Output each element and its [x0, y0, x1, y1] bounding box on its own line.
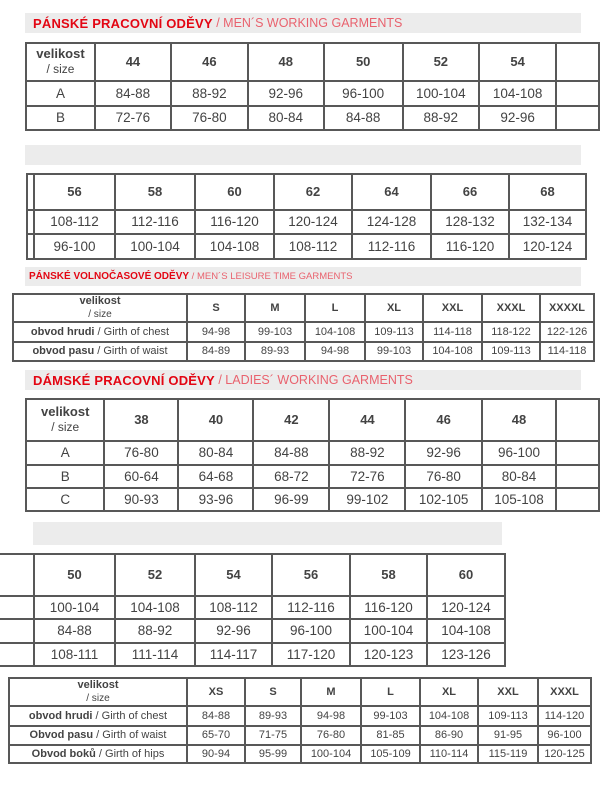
size-value-cell: 109-113	[482, 342, 540, 361]
row-label-cell: A	[26, 81, 95, 106]
size-value-cell: 84-89	[187, 342, 245, 361]
label-normal-text: / Girth of hips	[98, 747, 165, 760]
size-value-cell: 104-108	[115, 596, 195, 619]
size-value-cell: 80-84	[248, 106, 324, 130]
size-value-cell: 99-103	[365, 342, 423, 361]
size-value-cell: 120-125	[538, 745, 591, 763]
size-header-cell: 66	[431, 174, 509, 210]
size-value-cell: 89-93	[245, 342, 305, 361]
size-value-cell: 112-116	[352, 234, 431, 259]
size-value-cell: 100-104	[301, 745, 361, 763]
table-row	[26, 441, 599, 465]
table-row	[26, 81, 599, 106]
size-value-cell: 109-113	[365, 322, 423, 342]
size-header-cell: L	[361, 678, 420, 706]
section-title-en: / MEN´S LEISURE TIME GARMENTS	[189, 271, 353, 282]
size-value-cell: 110-114	[420, 745, 478, 763]
size-value-cell: 120-124	[274, 210, 352, 234]
size-value-cell: 108-111	[34, 643, 115, 666]
header-row	[26, 399, 599, 441]
size-value-cell: 84-88	[187, 706, 245, 726]
size-value-cell: 114-118	[540, 342, 594, 361]
size-value-cell: 105-109	[361, 745, 420, 763]
size-value-cell: 91-95	[478, 726, 538, 745]
size-value-cell: 76-80	[405, 465, 481, 488]
size-header-cell: 58	[350, 554, 427, 596]
size-value-cell: 96-100	[272, 619, 350, 643]
label-normal-text: / Girth of waist	[97, 345, 168, 358]
table-row	[0, 619, 505, 643]
size-value-cell: 120-124	[427, 596, 505, 619]
size-header-cell: S	[245, 678, 301, 706]
size-header-cell: 48	[248, 43, 324, 81]
size-header-cell: 52	[115, 554, 195, 596]
size-value-cell: 124-128	[352, 210, 431, 234]
size-value-cell: 117-120	[272, 643, 350, 666]
row-label-header-cell	[13, 294, 187, 322]
size-value-cell: 80-84	[178, 441, 253, 465]
size-value-cell: 96-100	[482, 441, 556, 465]
size-value-cell: 104-108	[423, 342, 482, 361]
table-mens-working-sizes-44-54	[25, 42, 600, 131]
row-label-cell: B	[26, 106, 95, 130]
row-label-cell	[9, 726, 187, 745]
table-mens-working-sizes-56-68	[26, 173, 587, 260]
size-value-cell: 104-108	[195, 234, 274, 259]
row-label-cell	[13, 322, 187, 342]
size-value-cell: 118-122	[482, 322, 540, 342]
size-value-cell: 99-103	[245, 322, 305, 342]
table-row	[27, 234, 586, 259]
size-value-cell	[556, 106, 599, 130]
size-value-cell: 88-92	[115, 619, 195, 643]
header-row	[0, 554, 505, 596]
row-label-cell: C	[26, 488, 104, 511]
size-header-cell: 44	[329, 399, 405, 441]
table-row	[0, 643, 505, 666]
size-header-cell: M	[245, 294, 305, 322]
section-header-mens-leisure	[25, 267, 581, 286]
size-value-cell: 93-96	[178, 488, 253, 511]
size-value-cell: 76-80	[171, 106, 248, 130]
size-value-cell: 102-105	[405, 488, 481, 511]
spacer-band	[25, 145, 581, 165]
size-value-cell: 116-120	[195, 210, 274, 234]
size-header-cell: 64	[352, 174, 431, 210]
size-value-cell: 88-92	[171, 81, 248, 106]
size-value-cell: 64-68	[178, 465, 253, 488]
size-value-cell: 114-118	[423, 322, 482, 342]
size-value-cell	[556, 81, 599, 106]
section-header-ladies-working	[25, 370, 581, 390]
label-bold-text: obvod pasu	[32, 345, 98, 358]
size-value-cell: 94-98	[187, 322, 245, 342]
size-value-cell: 80-84	[482, 465, 556, 488]
section-title-en: / MEN´S WORKING GARMENTS	[212, 16, 403, 30]
size-value-cell: 92-96	[248, 81, 324, 106]
size-header-cell: 38	[104, 399, 178, 441]
table-row	[0, 596, 505, 619]
row-label-cell	[13, 342, 187, 361]
section-title-cz: PÁNSKÉ PRACOVNÍ ODĚVY	[33, 15, 213, 31]
size-header-cell: 42	[253, 399, 329, 441]
size-header-cell: L	[305, 294, 365, 322]
size-header-cell: XS	[187, 678, 245, 706]
table-ladies-working-sizes-50-60	[0, 553, 506, 667]
size-header-cell: 60	[195, 174, 274, 210]
size-header-cell: 48	[482, 399, 556, 441]
size-value-cell: 99-102	[329, 488, 405, 511]
table-row	[27, 210, 586, 234]
size-value-cell: 92-96	[195, 619, 272, 643]
size-header-cell: 46	[405, 399, 481, 441]
label-normal-text: / size	[51, 420, 80, 434]
size-value-cell: 112-116	[272, 596, 350, 619]
size-value-cell: 84-88	[95, 81, 171, 106]
size-header-cell	[556, 43, 599, 81]
size-value-cell: 86-90	[420, 726, 478, 745]
size-header-cell: M	[301, 678, 361, 706]
size-value-cell: 84-88	[253, 441, 329, 465]
table-row	[9, 745, 591, 763]
size-header-cell: XL	[420, 678, 478, 706]
row-label-header-cell	[27, 174, 34, 210]
section-title-en: / LADIES´ WORKING GARMENTS	[214, 373, 413, 387]
size-header-cell: 44	[95, 43, 171, 81]
size-value-cell: 96-100	[324, 81, 403, 106]
size-value-cell: 92-96	[479, 106, 556, 130]
size-value-cell: 84-88	[324, 106, 403, 130]
size-value-cell: 94-98	[301, 706, 361, 726]
size-value-cell: 95-99	[245, 745, 301, 763]
size-value-cell: 108-112	[34, 210, 115, 234]
size-value-cell: 89-93	[245, 706, 301, 726]
table-row	[13, 342, 594, 361]
size-value-cell: 120-123	[350, 643, 427, 666]
size-value-cell: 112-116	[115, 210, 195, 234]
size-value-cell: 90-93	[104, 488, 178, 511]
row-label-cell: A	[26, 441, 104, 465]
size-header-cell: 54	[479, 43, 556, 81]
size-value-cell	[556, 465, 599, 488]
size-value-cell: 100-104	[115, 234, 195, 259]
table-row	[9, 706, 591, 726]
size-value-cell: 116-120	[350, 596, 427, 619]
size-value-cell: 88-92	[403, 106, 479, 130]
size-value-cell: 92-96	[405, 441, 481, 465]
table-row	[13, 322, 594, 342]
table-row	[26, 465, 599, 488]
size-value-cell: 84-88	[34, 619, 115, 643]
size-header-cell: 60	[427, 554, 505, 596]
size-header-cell: XXL	[478, 678, 538, 706]
size-header-cell: XXXL	[482, 294, 540, 322]
header-row	[13, 294, 594, 322]
size-value-cell: 115-119	[478, 745, 538, 763]
section-title-cz: PÁNSKÉ VOLNOČASOVÉ ODĚVY	[29, 271, 190, 282]
label-normal-text: / size	[46, 62, 75, 76]
size-value-cell: 99-103	[361, 706, 420, 726]
row-label-cell	[0, 596, 34, 619]
size-value-cell: 100-104	[350, 619, 427, 643]
header-row	[26, 43, 599, 81]
size-value-cell: 114-117	[195, 643, 272, 666]
size-value-cell: 88-92	[329, 441, 405, 465]
size-header-cell	[556, 399, 599, 441]
size-value-cell: 104-108	[427, 619, 505, 643]
size-value-cell: 132-134	[509, 210, 586, 234]
size-header-cell: 68	[509, 174, 586, 210]
size-header-cell: XL	[365, 294, 423, 322]
size-value-cell: 100-104	[34, 596, 115, 619]
label-bold-text: obvod hrudi	[30, 325, 98, 338]
size-value-cell: 123-126	[427, 643, 505, 666]
size-header-cell: 62	[274, 174, 352, 210]
row-label-header-cell	[26, 43, 95, 81]
size-value-cell: 114-120	[538, 706, 591, 726]
table-ladies-girths	[8, 677, 592, 764]
size-value-cell: 122-126	[540, 322, 594, 342]
row-label-header-cell	[0, 554, 34, 596]
row-label-header-cell	[26, 399, 104, 441]
table-row	[9, 726, 591, 745]
size-value-cell: 100-104	[403, 81, 479, 106]
label-bold-text: Obvod boků	[31, 747, 99, 760]
size-header-cell: 52	[403, 43, 479, 81]
size-value-cell: 116-120	[431, 234, 509, 259]
spacer-band	[33, 522, 502, 545]
row-label-cell	[0, 643, 34, 666]
row-label-cell	[9, 706, 187, 726]
size-value-cell: 104-108	[420, 706, 478, 726]
label-bold-text: velikost	[36, 46, 85, 62]
size-value-cell	[556, 441, 599, 465]
size-header-cell: 46	[171, 43, 248, 81]
header-row	[9, 678, 591, 706]
size-header-cell: 40	[178, 399, 253, 441]
size-value-cell: 76-80	[104, 441, 178, 465]
row-label-cell: B	[26, 465, 104, 488]
label-normal-text: / size	[86, 693, 110, 704]
row-label-cell	[27, 210, 34, 234]
label-normal-text: / Girth of chest	[97, 325, 170, 338]
size-value-cell: 120-124	[509, 234, 586, 259]
size-value-cell: 111-114	[115, 643, 195, 666]
label-bold-text: Obvod pasu	[29, 729, 97, 742]
size-value-cell: 108-112	[195, 596, 272, 619]
size-value-cell: 105-108	[482, 488, 556, 511]
size-header-cell: 50	[34, 554, 115, 596]
table-row	[26, 106, 599, 130]
size-value-cell: 108-112	[274, 234, 352, 259]
size-value-cell: 104-108	[479, 81, 556, 106]
label-normal-text: / size	[88, 309, 112, 320]
row-label-cell	[9, 745, 187, 763]
size-header-cell: XXXL	[538, 678, 591, 706]
size-header-cell: 50	[324, 43, 403, 81]
size-value-cell: 72-76	[329, 465, 405, 488]
size-value-cell	[556, 488, 599, 511]
table-ladies-working-sizes-38-48	[25, 398, 600, 512]
label-bold-text: velikost	[79, 295, 121, 308]
size-value-cell: 71-75	[245, 726, 301, 745]
size-header-cell: S	[187, 294, 245, 322]
size-header-cell: XXXXL	[540, 294, 594, 322]
label-normal-text: / Girth of waist	[96, 729, 167, 742]
size-value-cell: 72-76	[95, 106, 171, 130]
row-label-header-cell	[9, 678, 187, 706]
table-row	[26, 488, 599, 511]
size-value-cell: 65-70	[187, 726, 245, 745]
size-value-cell: 109-113	[478, 706, 538, 726]
size-value-cell: 128-132	[431, 210, 509, 234]
size-header-cell: XXL	[423, 294, 482, 322]
label-normal-text: / Girth of chest	[95, 709, 168, 722]
row-label-cell	[27, 234, 34, 259]
label-bold-text: obvod hrudi	[28, 709, 96, 722]
size-value-cell: 94-98	[305, 342, 365, 361]
header-row	[27, 174, 586, 210]
size-header-cell: 58	[115, 174, 195, 210]
size-header-cell: 56	[34, 174, 115, 210]
size-value-cell: 60-64	[104, 465, 178, 488]
size-header-cell: 56	[272, 554, 350, 596]
section-title-cz: DÁMSKÉ PRACOVNÍ ODĚVY	[33, 372, 215, 388]
size-value-cell: 76-80	[301, 726, 361, 745]
size-value-cell: 96-100	[538, 726, 591, 745]
size-value-cell: 96-100	[34, 234, 115, 259]
size-value-cell: 104-108	[305, 322, 365, 342]
table-mens-leisure-girths	[12, 293, 595, 362]
size-header-cell: 54	[195, 554, 272, 596]
size-value-cell: 96-99	[253, 488, 329, 511]
label-bold-text: velikost	[77, 679, 119, 692]
label-bold-text: velikost	[41, 404, 90, 420]
size-value-cell: 81-85	[361, 726, 420, 745]
row-label-cell	[0, 619, 34, 643]
size-value-cell: 90-94	[187, 745, 245, 763]
section-header-mens-working	[25, 13, 581, 33]
size-value-cell: 68-72	[253, 465, 329, 488]
